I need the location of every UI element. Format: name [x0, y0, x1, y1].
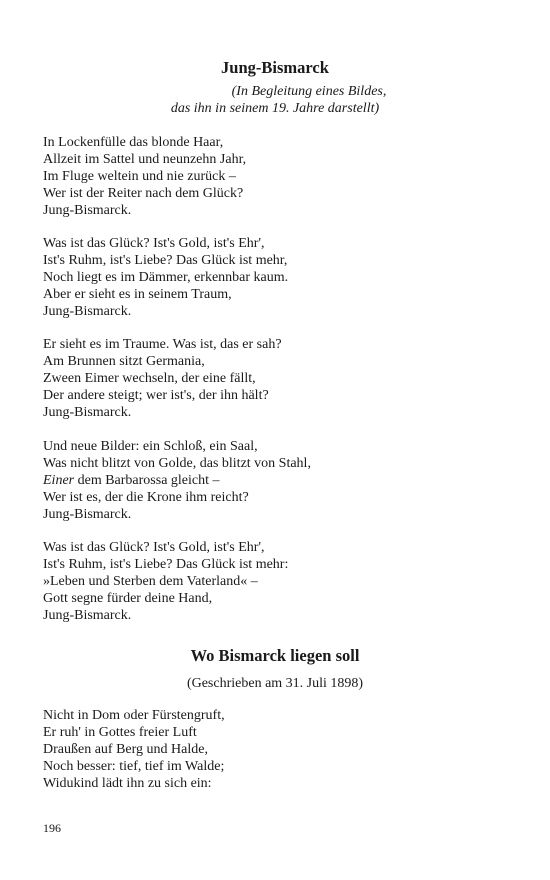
- verse-line: Zween Eimer wechseln, der eine fällt,: [43, 371, 256, 386]
- verse-line: Gott segne fürder deine Hand,: [43, 591, 213, 606]
- verse-line: In Lockenfülle das blonde Haar,: [43, 135, 224, 150]
- verse-line: »Leben und Sterben dem Vaterland« –: [43, 574, 258, 589]
- verse-line: Im Fluge weltein und nie zurück –: [43, 169, 236, 184]
- stanza: [43, 336, 523, 421]
- stanza: [43, 134, 523, 219]
- verse-line: Und neue Bilder: ein Schloß, ein Saal,: [43, 439, 258, 454]
- verse-line: Was ist das Glück? Ist's Gold, ist's Ehr',: [43, 540, 265, 555]
- refrain-line: Jung-Bismarck.: [43, 507, 132, 522]
- verse-line: Der andere steigt; wer ist's, der ihn hält?: [43, 388, 269, 403]
- page-number: 196: [43, 821, 61, 835]
- emphasis-word: Einer: [43, 473, 75, 488]
- refrain-line: Jung-Bismarck.: [43, 203, 132, 218]
- verse-line: Noch liegt es im Dämmer, erkennbar kaum.: [43, 270, 289, 285]
- poem-title: Wo Bismarck liegen soll: [190, 646, 360, 665]
- verse-line: Was ist das Glück? Ist's Gold, ist's Ehr',: [43, 236, 265, 251]
- refrain-line: Jung-Bismarck.: [43, 608, 132, 623]
- verse-line: Wer ist es, der die Krone ihm reicht?: [43, 490, 249, 505]
- verse-line: Noch besser: tief, tief im Walde;: [43, 759, 225, 774]
- verse-line: Allzeit im Sattel und neunzehn Jahr,: [43, 152, 247, 167]
- verse-line: Widukind lädt ihn zu sich ein:: [43, 776, 212, 791]
- poem-subtitle: (Geschrieben am 31. Juli 1898): [186, 676, 364, 691]
- stanza: [43, 707, 523, 792]
- verse-line: Er sieht es im Traume. Was ist, das er sah?: [43, 337, 282, 352]
- verse-line: Nicht in Dom oder Fürstengruft,: [43, 708, 225, 723]
- refrain-line: Jung-Bismarck.: [43, 405, 132, 420]
- subtitle-line: (In Begleitung eines Bildes,: [231, 84, 387, 99]
- verse-line: Ist's Ruhm, ist's Liebe? Das Glück ist mehr,: [43, 253, 288, 268]
- verse-line: Wer ist der Reiter nach dem Glück?: [43, 186, 244, 201]
- stanza: [43, 539, 523, 624]
- verse-line: Draußen auf Berg und Halde,: [43, 742, 208, 757]
- verse-text: dem Barbarossa gleicht –: [74, 473, 220, 488]
- poem-title: Jung-Bismarck: [221, 58, 329, 77]
- verse-line: Ist's Ruhm, ist's Liebe? Das Glück ist mehr:: [43, 557, 289, 572]
- poem-subtitle: [0, 83, 550, 117]
- refrain-line: Jung-Bismarck.: [43, 304, 132, 319]
- stanza: [43, 235, 523, 320]
- verse-line: Was nicht blitzt von Golde, das blitzt von Stahl,: [43, 456, 311, 471]
- stanza: [43, 438, 523, 523]
- verse-line: [43, 472, 523, 489]
- verse-line: Am Brunnen sitzt Germania,: [43, 354, 205, 369]
- verse-line: Aber er sieht es in seinem Traum,: [43, 287, 232, 302]
- verse-line: Er ruh' in Gottes freier Luft: [43, 725, 197, 740]
- subtitle-line: das ihn in seinem 19. Jahre darstellt): [170, 101, 380, 116]
